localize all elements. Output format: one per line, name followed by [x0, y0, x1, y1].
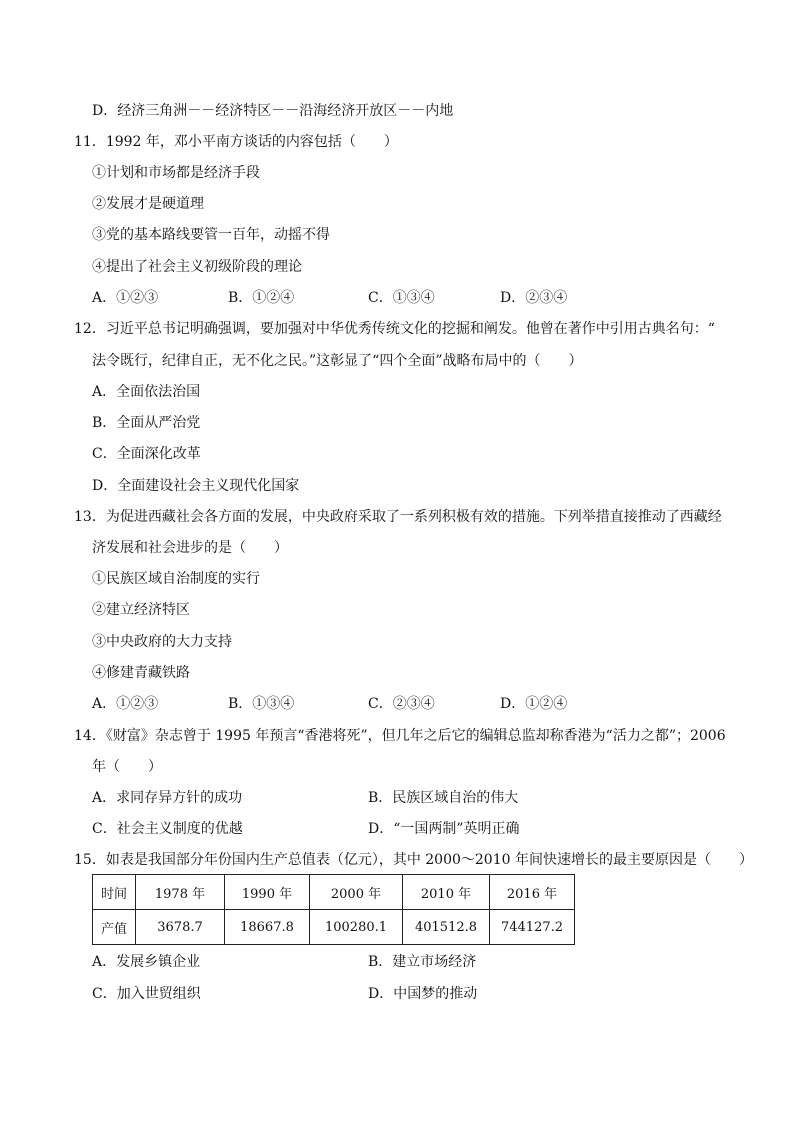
table-header-cell: 1990 年 [225, 875, 310, 910]
q12-option-b[interactable]: B．全面从严治党 [92, 415, 201, 431]
table-header-cell: 1978 年 [136, 875, 225, 910]
q12-stem-line-2: 法令既行，纪律自正，无不化之民。”这彰显了“四个全面”战略布局中的（ ） [92, 353, 583, 369]
table-cell: 100280.1 [310, 910, 403, 945]
q13-item-3: ③中央政府的大力支持 [92, 634, 232, 650]
q11-stem: 11．1992 年，邓小平南方谈话的内容包括（ ） [74, 134, 398, 150]
q13-stem-line-2: 济发展和社会进步的是（ ） [92, 540, 288, 556]
q11-item-2: ②发展才是硬道理 [92, 196, 204, 212]
q10-option-d[interactable]: D．经济三角洲－－经济特区－－沿海经济开放区－－内地 [92, 103, 454, 119]
q11-option-c[interactable]: C．①③④ [368, 290, 435, 306]
q14-option-d[interactable]: D．“一国两制”英明正确 [368, 821, 520, 837]
q13-item-4: ④修建青藏铁路 [92, 665, 190, 681]
table-header-cell: 时间 [93, 875, 136, 910]
q13-option-b[interactable]: B．①③④ [228, 696, 295, 712]
q14-option-c[interactable]: C．社会主义制度的优越 [92, 821, 243, 837]
q15-option-a[interactable]: A．发展乡镇企业 [92, 954, 201, 970]
table-header-cell: 2016 年 [490, 875, 575, 910]
q13-option-d[interactable]: D．①②④ [500, 696, 568, 712]
q11-item-1: ①计划和市场都是经济手段 [92, 165, 260, 181]
table-header-cell: 2000 年 [310, 875, 403, 910]
q13-item-2: ②建立经济特区 [92, 602, 190, 618]
q11-option-b[interactable]: B．①②④ [228, 290, 295, 306]
table-header-row [93, 875, 575, 910]
q14-stem-line-2: 年（ ） [92, 759, 162, 775]
table-header-cell: 2010 年 [403, 875, 490, 910]
q11-option-d[interactable]: D．②③④ [500, 290, 568, 306]
q12-option-d[interactable]: D．全面建设社会主义现代化国家 [92, 478, 300, 494]
q13-option-c[interactable]: C．②③④ [368, 696, 435, 712]
table-cell: 401512.8 [403, 910, 490, 945]
q11-item-3: ③党的基本路线要管一百年，动摇不得 [92, 227, 330, 243]
table-cell: 744127.2 [490, 910, 575, 945]
q15-option-b[interactable]: B．建立市场经济 [368, 954, 477, 970]
table-cell: 3678.7 [136, 910, 225, 945]
q15-option-c[interactable]: C．加入世贸组织 [92, 986, 201, 1002]
q13-item-1: ①民族区域自治制度的实行 [92, 571, 260, 587]
table-cell: 18667.8 [225, 910, 310, 945]
q12-stem-line-1: 12．习近平总书记明确强调，要加强对中华优秀传统文化的挖掘和阐发。他曾在著作中引用古典名句：“ [74, 321, 715, 337]
table-row [93, 910, 575, 945]
q15-stem: 15．如表是我国部分年份国内生产总值表（亿元），其中 2000～2010 年间快速增长的最主要原因是（ ） [74, 852, 753, 868]
q12-option-c[interactable]: C．全面深化改革 [92, 446, 201, 462]
q11-item-4: ④提出了社会主义初级阶段的理论 [92, 259, 302, 275]
q13-stem-line-1: 13．为促进西藏社会各方面的发展，中央政府采取了一系列积极有效的措施。下列举措直接推动了西藏经 [74, 509, 722, 525]
gdp-table [92, 874, 575, 945]
table-cell: 产值 [93, 910, 136, 945]
q13-option-a[interactable]: A．①②③ [92, 696, 159, 712]
q15-option-d[interactable]: D．中国梦的推动 [368, 986, 478, 1002]
q14-option-b[interactable]: B．民族区域自治的伟大 [368, 790, 519, 806]
q14-option-a[interactable]: A．求同存异方针的成功 [92, 790, 243, 806]
q11-option-a[interactable]: A．①②③ [92, 290, 159, 306]
q14-stem-line-1: 14．《财富》杂志曾于 1995 年预言“香港将死”，但几年之后它的编辑总监却称香港为“活力之都”；2006 [74, 728, 726, 744]
q12-option-a[interactable]: A．全面依法治国 [92, 384, 201, 400]
